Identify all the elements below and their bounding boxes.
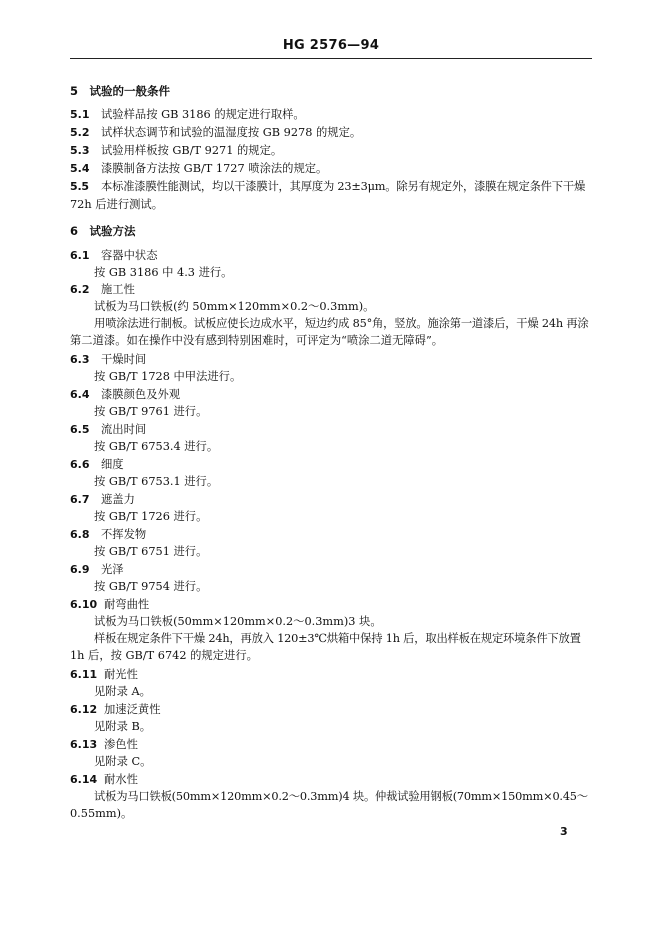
clause-6-13-title: [70, 738, 592, 752]
clause-6-10-title: [70, 598, 592, 612]
clause-6-7-body: 按 GB/T 1726 进行。: [94, 510, 208, 523]
clause-title: 遮盖力: [101, 493, 135, 506]
clause-6-9-body: 按 GB/T 9754 进行。: [94, 580, 208, 593]
clause-6-9-title: [70, 563, 592, 577]
clause-6-10-line-3: 1h 后，按 GB/T 6742 的规定进行。: [70, 649, 258, 662]
clause-6-1-body: 按 GB 3186 中 4.3 进行。: [94, 266, 233, 279]
clause-title: 漆膜颜色及外观: [101, 388, 181, 401]
clause-6-6-body: 按 GB/T 6753.1 进行。: [94, 475, 219, 488]
clause-6-3-body: 按 GB/T 1728 中甲法进行。: [94, 370, 242, 383]
clause-number: 6.5: [70, 423, 90, 436]
clause-number: 6.13: [70, 738, 98, 751]
clause-6-12-body: 见附录 B。: [94, 720, 152, 733]
clause-title: 加速泛黄性: [104, 703, 161, 716]
clause-number: 6.8: [70, 528, 90, 541]
clause-number: 5.2: [70, 126, 90, 139]
clause-5-3: [70, 144, 592, 158]
clause-title: 细度: [101, 458, 124, 471]
clause-number: 5.3: [70, 144, 90, 157]
clause-title: 渗色性: [104, 738, 138, 751]
clause-6-10-line-1: 试板为马口铁板(50mm×120mm×0.2～0.3mm)3 块。: [94, 615, 382, 628]
clause-6-1-title: [70, 249, 592, 263]
page-header: HG 2576—94: [282, 38, 380, 53]
clause-6-8-title: [70, 528, 592, 542]
clause-number: 6.7: [70, 493, 90, 506]
clause-number: 6.3: [70, 353, 90, 366]
clause-title: 光泽: [101, 563, 124, 576]
clause-6-14-line-1: 试板为马口铁板(50mm×120mm×0.2～0.3mm)4 块。仲裁试验用钢板(70mm×150mm×0.45～: [94, 790, 588, 803]
section-6-heading: 6 试验方法: [70, 224, 136, 238]
clause-text: 漆膜制备方法按 GB/T 1727 喷涂法的规定。: [101, 162, 328, 175]
clause-6-14-line-2: 0.55mm)。: [70, 807, 133, 820]
clause-6-2-title: [70, 283, 592, 297]
clause-5-5: [70, 180, 592, 194]
clause-6-4-title: [70, 388, 592, 402]
clause-title: 不挥发物: [101, 528, 147, 541]
clause-number: 6.9: [70, 563, 90, 576]
clause-number: 5.5: [70, 180, 89, 193]
clause-number: 6.4: [70, 388, 90, 401]
clause-number: 6.12: [70, 703, 98, 716]
clause-number: 6.10: [70, 598, 98, 611]
clause-6-2-line-1: 试板为马口铁板(约 50mm×120mm×0.2～0.3mm)。: [94, 300, 375, 313]
clause-title: 容器中状态: [101, 249, 158, 262]
clause-6-6-title: [70, 458, 592, 472]
clause-5-2: [70, 126, 592, 140]
clause-text: 试验样品按 GB 3186 的规定进行取样。: [101, 108, 305, 121]
clause-6-8-body: 按 GB/T 6751 进行。: [94, 545, 208, 558]
section-5-heading: 5 试验的一般条件: [70, 84, 171, 98]
clause-number: 5.4: [70, 162, 90, 175]
clause-6-11-body: 见附录 A。: [94, 685, 151, 698]
clause-title: 施工性: [101, 283, 135, 296]
header-rule: [70, 58, 592, 59]
clause-6-10-line-2: 样板在规定条件下干燥 24h，再放入 120±3℃烘箱中保持 1h 后，取出样板在规定环境条件下放置: [94, 632, 581, 645]
clause-6-12-title: [70, 703, 592, 717]
clause-title: 耐水性: [104, 773, 138, 786]
clause-number: 5.1: [70, 108, 90, 121]
clause-5-1: [70, 108, 592, 122]
clause-text: 本标准漆膜性能测试，均以干漆膜计，其厚度为 23±3μm。除另有规定外，漆膜在规定条件下干燥: [101, 180, 586, 193]
clause-6-13-body: 见附录 C。: [94, 755, 152, 768]
page-number: 3: [560, 825, 568, 838]
clause-title: 耐光性: [104, 668, 138, 681]
clause-6-4-body: 按 GB/T 9761 进行。: [94, 405, 208, 418]
clause-number: 6.1: [70, 249, 90, 262]
clause-6-7-title: [70, 493, 592, 507]
clause-6-2-line-2: 用喷涂法进行制板。试板应使长边成水平，短边约成 85°角，竖放。施涂第一道漆后，干燥 24h 再涂: [94, 317, 589, 330]
clause-title: 流出时间: [101, 423, 147, 436]
clause-6-11-title: [70, 668, 592, 682]
clause-number: 6.6: [70, 458, 90, 471]
clause-6-14-title: [70, 773, 592, 787]
clause-number: 6.14: [70, 773, 98, 786]
clause-number: 6.11: [70, 668, 98, 681]
clause-6-5-body: 按 GB/T 6753.4 进行。: [94, 440, 219, 453]
clause-6-5-title: [70, 423, 592, 437]
clause-number: 6.2: [70, 283, 90, 296]
clause-5-5-continued: 72h 后进行测试。: [70, 198, 164, 211]
clause-6-3-title: [70, 353, 592, 367]
clause-5-4: [70, 162, 592, 176]
clause-title: 干燥时间: [101, 353, 147, 366]
clause-text: 试样状态调节和试验的温湿度按 GB 9278 的规定。: [101, 126, 362, 139]
clause-text: 试验用样板按 GB/T 9271 的规定。: [101, 144, 283, 157]
clause-6-2-line-3: 第二道漆。如在操作中没有感到特别困难时，可评定为“喷涂二道无障碍”。: [70, 334, 444, 347]
clause-title: 耐弯曲性: [104, 598, 150, 611]
